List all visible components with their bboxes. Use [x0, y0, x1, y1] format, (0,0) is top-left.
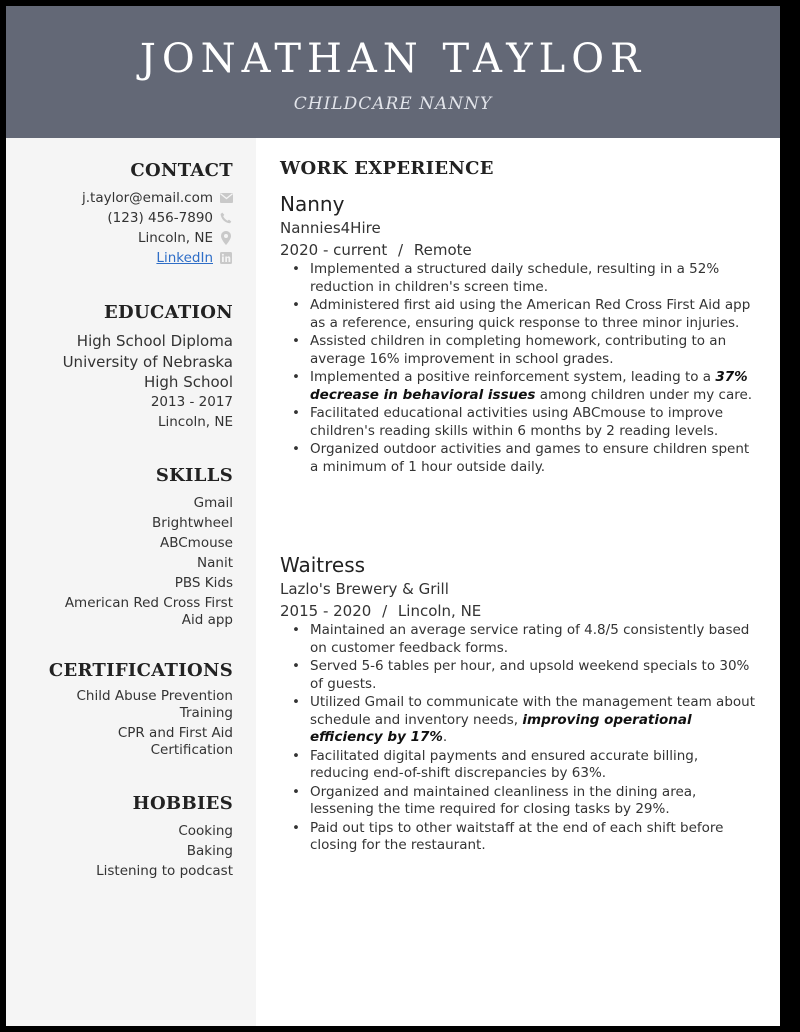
linkedin-link[interactable]: LinkedIn: [156, 250, 213, 266]
bullet-item: • Implemented a positive reinforcement system, leading to a 37% decrease in behavioral issues among children under my care.: [310, 369, 760, 404]
job-role: Nanny: [280, 192, 345, 216]
contact-section: [13, 160, 233, 268]
hobby-item: Cooking: [178, 823, 233, 839]
bullet-item: • Organized and maintained cleanliness in the dining area, lessening the time required for closing tasks by 29%.: [310, 784, 760, 819]
skill-item: Brightwheel: [152, 515, 233, 531]
bullet-item: • Implemented a structured daily schedule, resulting in a 52% reduction in children's screen time.: [310, 261, 760, 296]
cert1-line2: Training: [179, 705, 233, 721]
job-meta: [280, 600, 760, 622]
work-experience-heading: WORK EXPERIENCE: [280, 158, 494, 179]
resume-page: [6, 6, 780, 1026]
cert2-line1: CPR and First Aid: [117, 725, 233, 741]
bullet-item: • Served 5-6 tables per hour, and upsold weekend specials to 30% of guests.: [310, 658, 760, 693]
resume-header: [6, 6, 780, 138]
skill-item: Nanit: [197, 555, 233, 571]
bullet-item: • Assisted children in completing homework, contributing to an average 16% improvement in school grades.: [310, 333, 760, 368]
job-separator: /: [382, 602, 388, 620]
skill-item: PBS Kids: [174, 575, 233, 591]
job-dates: 2015 - 2020: [280, 602, 372, 620]
education-dates: 2013 - 2017: [150, 394, 233, 410]
bullet-item: • Utilized Gmail to communicate with the management team about schedule and inventory needs, improving operational efficiency by 17%.: [310, 694, 760, 747]
certifications-section: [13, 660, 233, 759]
job-dates: 2020 - current: [280, 241, 388, 259]
job-title: CHILDCARE NANNY: [293, 94, 493, 114]
job-separator: /: [398, 241, 404, 259]
sidebar: [6, 138, 256, 1026]
certifications-heading: CERTIFICATIONS: [48, 660, 233, 681]
contact-heading: CONTACT: [130, 160, 233, 181]
education-location: Lincoln, NE: [157, 414, 233, 430]
education-degree: High School Diploma: [76, 332, 233, 350]
job-bullets: [280, 261, 760, 476]
hobby-item: Baking: [186, 843, 233, 859]
education-school-line2: High School: [143, 373, 233, 391]
job-company: Nannies4Hire: [280, 219, 381, 237]
education-school-line1: University of Nebraska: [62, 353, 233, 371]
job-entry-waitress: [280, 552, 760, 856]
skill-item-last-line2: Aid app: [181, 612, 233, 628]
bullet-item: • Organized outdoor activities and games to ensure children spent a minimum of 1 hour outside daily.: [310, 441, 760, 476]
skills-section: [13, 465, 233, 629]
skill-item: ABCmouse: [160, 535, 233, 551]
envelope-icon: [219, 191, 233, 205]
email-text: j.taylor@email.com: [81, 190, 213, 206]
bullet-item: • Facilitated educational activities using ABCmouse to improve children's reading skills within 6 months by 2 reading levels.: [310, 405, 760, 440]
phone-line: [13, 208, 233, 228]
job-entry-nanny: [280, 191, 760, 477]
email-line: [13, 188, 233, 208]
hobbies-section: [13, 793, 233, 881]
cert2-line2: Certification: [150, 742, 233, 758]
education-heading: EDUCATION: [104, 302, 233, 323]
highlight-text: improving operational efficiency by 17%: [310, 711, 692, 745]
job-bullets: [280, 622, 760, 855]
linkedin-icon: [219, 251, 233, 265]
job-location: Lincoln, NE: [397, 602, 482, 620]
hobbies-heading: HOBBIES: [132, 793, 233, 814]
candidate-name: JONATHAN TAYLOR: [139, 36, 647, 82]
linkedin-line: [13, 248, 233, 268]
highlight-text: 37% decrease in behavioral issues: [310, 369, 748, 403]
skill-item: Gmail: [193, 495, 233, 511]
job-location: Remote: [413, 241, 472, 259]
job-company: Lazlo's Brewery & Grill: [280, 580, 449, 598]
location-text: Lincoln, NE: [137, 230, 213, 246]
bullet-item: • Facilitated digital payments and ensured accurate billing, reducing end-of-shift discrepancies by 63%.: [310, 748, 760, 783]
education-section: [13, 302, 233, 432]
job-meta: [280, 239, 760, 261]
bullet-item: • Paid out tips to other waitstaff at the end of each shift before closing for the restaurant.: [310, 820, 760, 855]
phone-icon: [219, 211, 233, 225]
phone-text: (123) 456-7890: [107, 210, 213, 226]
skill-item-last-line1: American Red Cross First: [64, 595, 233, 611]
bullet-item: • Administered first aid using the American Red Cross First Aid app as a reference, ensuring quick response to three minor injuries.: [310, 297, 760, 332]
bullet-item: • Maintained an average service rating of 4.8/5 consistently based on customer feedback forms.: [310, 622, 760, 657]
map-pin-icon: [219, 231, 233, 245]
hobby-item: Listening to podcast: [96, 863, 233, 879]
job-role: Waitress: [280, 553, 366, 577]
skills-heading: SKILLS: [155, 465, 233, 486]
location-line: [13, 228, 233, 248]
cert1-line1: Child Abuse Prevention: [76, 688, 233, 704]
